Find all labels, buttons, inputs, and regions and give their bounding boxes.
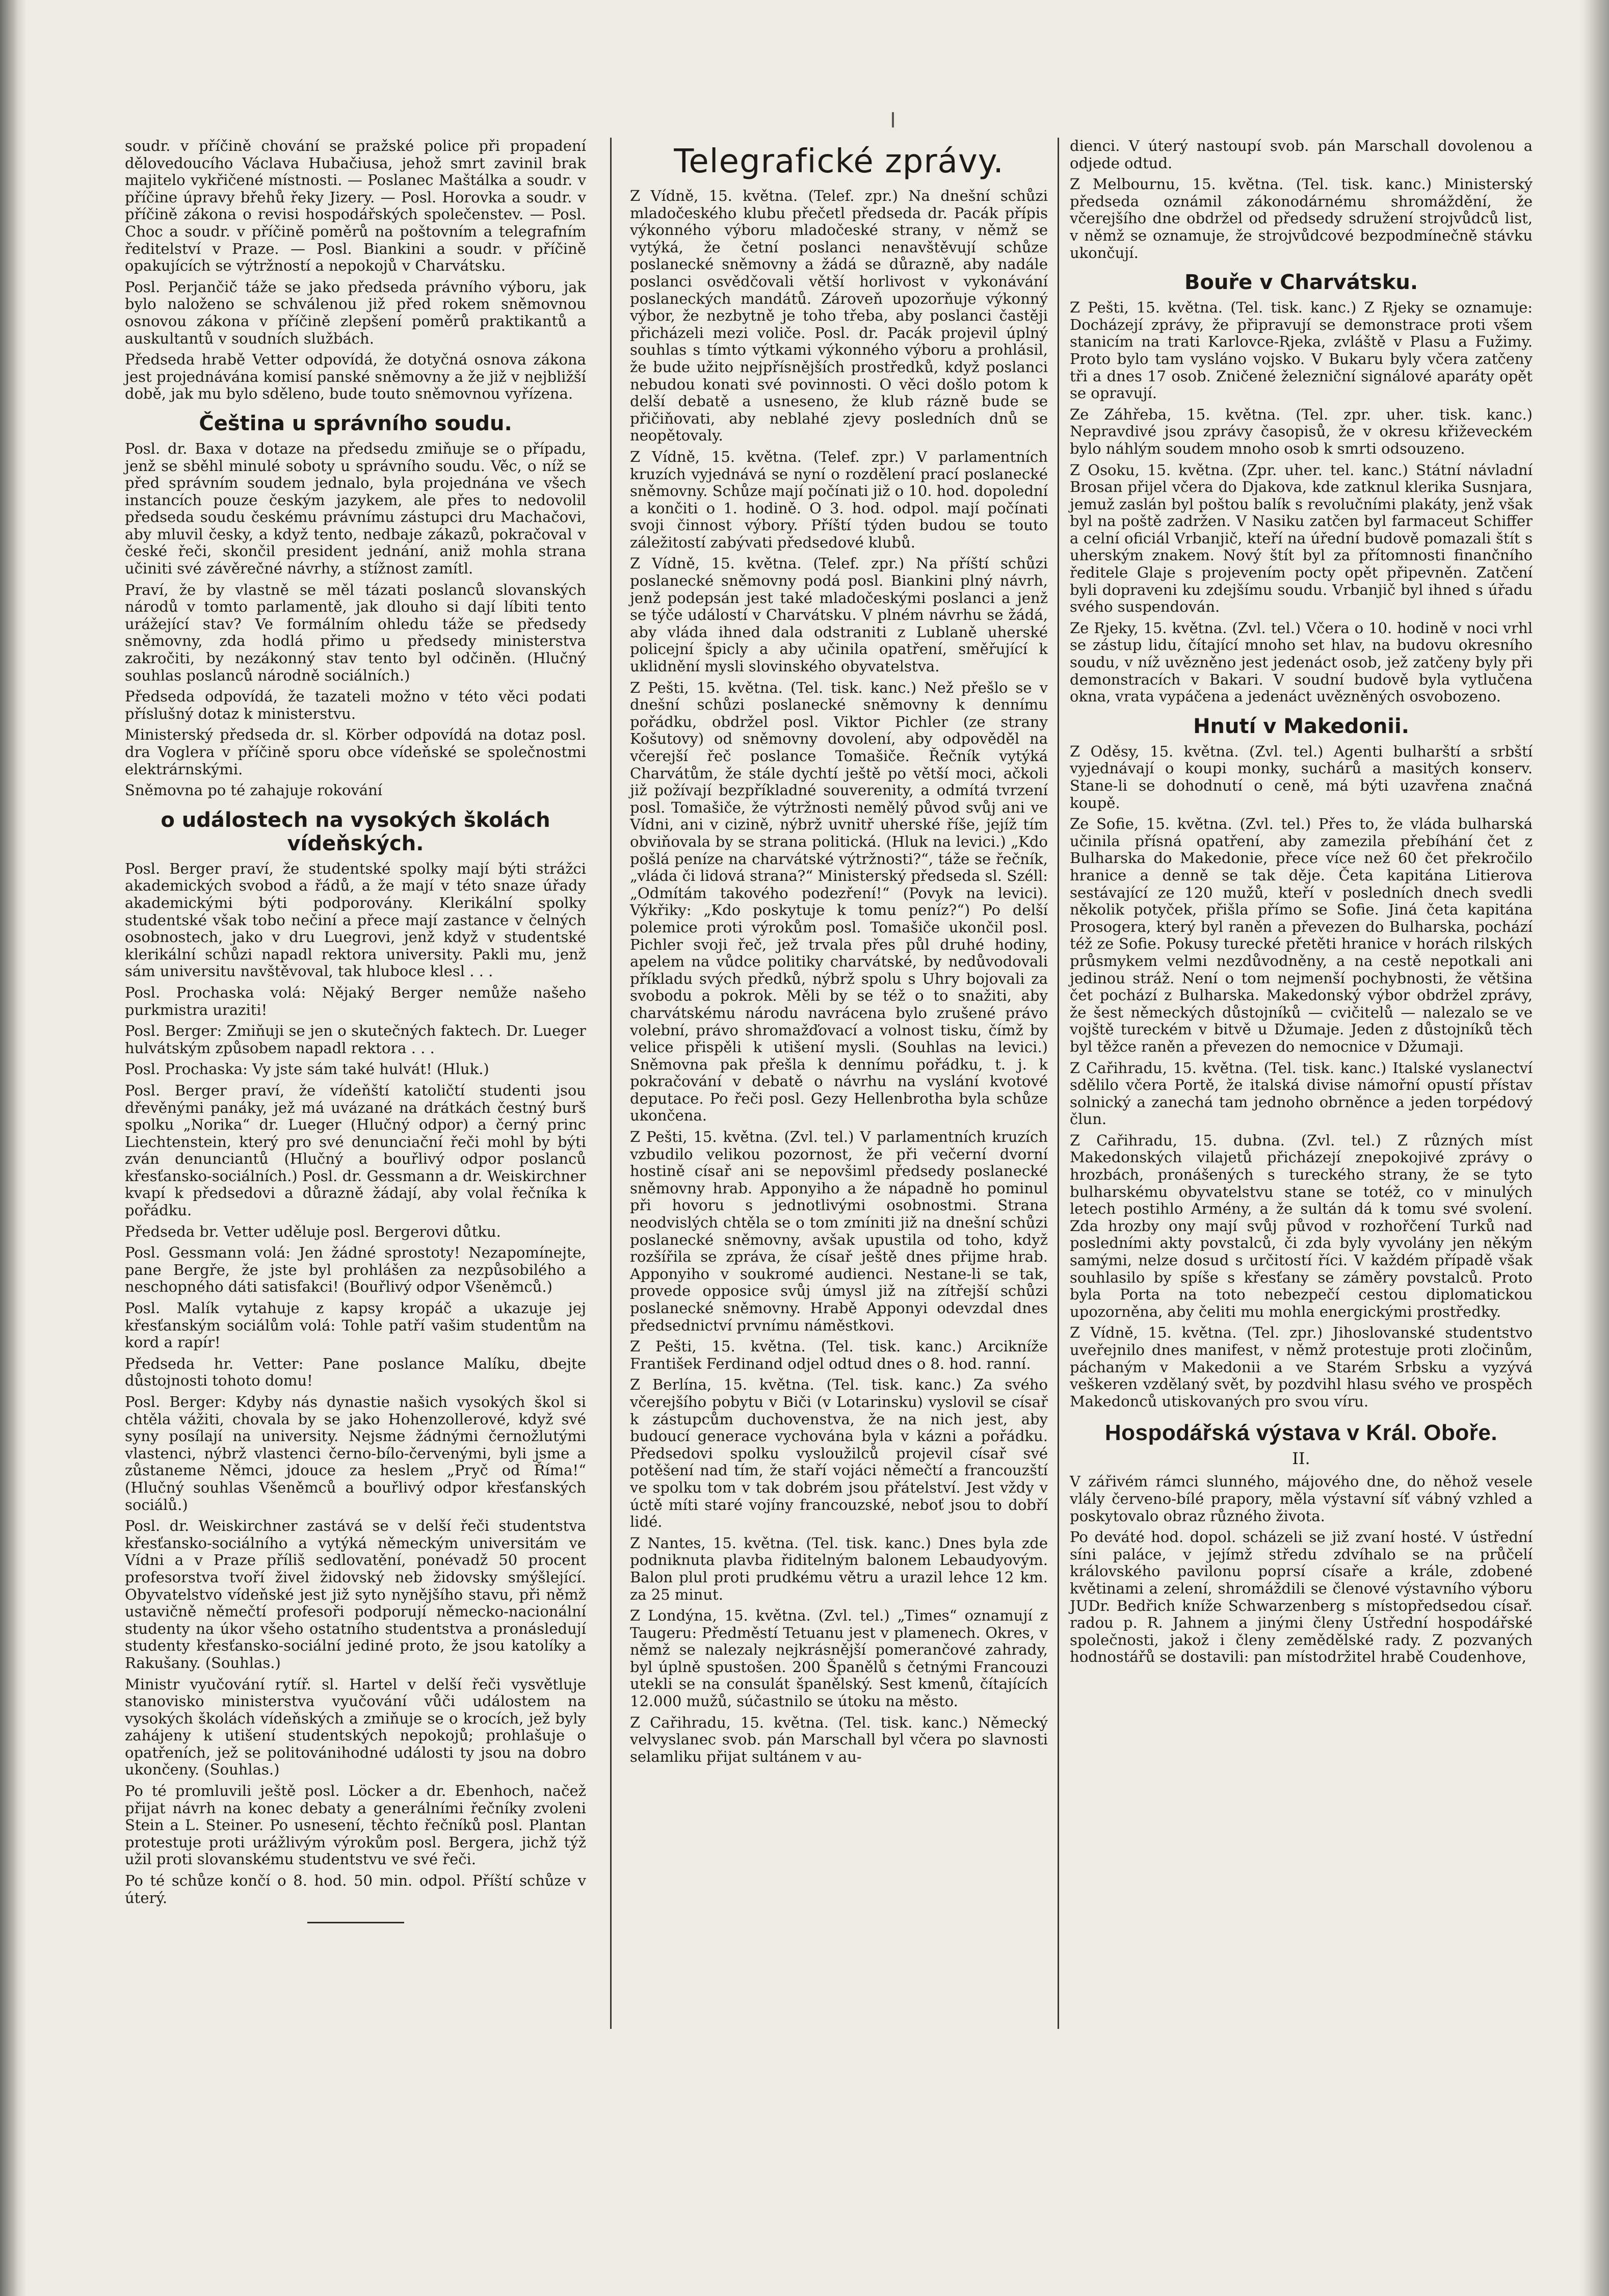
paragraph: Předseda br. Vetter uděluje posl. Bergerovi důtku. <box>125 1222 501 1240</box>
paragraph: Posl. Berger: Zmiňuji se jen o skutečných faktech. Dr. Lueger hulvátským způsobem napadl rektora . . . <box>125 1022 586 1057</box>
column-rule-2 <box>1058 138 1059 2029</box>
paragraph: Z Pešti, 15. května. (Tel. tisk. kanc.) Z Rjeky se oznamuje: Docházejí zprávy, že připravují se demonstrace proti všem stanicím na trati Karlovce-Rjeka, zvláště v Plasu a Fužimy. Proto bylo tam vysláno vojsko. V Bukaru byly včera zatčeny tři a dnes 17 osob. Zničené železniční signálové aparáty opět se opravují. <box>1070 299 1533 402</box>
paragraph: Z Osoku, 15. května. (Zpr. uher. tel. kanc.) Státní návladní Brosan přijel včera do Djakova, kde zatknul klerika Susnjara, jemuž zaslán byl poštou balík s revolučními plakáty, jenž však byl na poště zadržen. V Nasiku zatčen byl farmaceut Schiffer a celní oficiál Vrbanjič, kteří na úřední budově pomazali štít s uherským znakem. Nový štít byl za přítomnosti finančního ředitele Glaje s projevením pocty opět připevněn. Zatčení byli dopraveni ku zdejšímu soudu. Vrbanjič byl ihned s úřadu svého suspendován. <box>1070 461 1533 616</box>
paragraph: Z Vídně, 15. května. (Tel. zpr.) Jihoslovanské studentstvo uveřejnilo dnes manifest, v němž protestuje proti zločinům, páchaným v Makedonii a ve Starém Srbsku a vyzývá veškeren vzdělaný svět, by pozdvihl hlasu svého ve prospěch Makedonců utiskovaných pro svou víru. <box>1070 1324 1533 1410</box>
paragraph: Z Berlína, 15. května. (Tel. tisk. kanc.) Za svého včerejšího pobytu v Biči (v Lotarinsku) vyslovil se císař k zástupcům duchovenstva, že na nich jest, aby budoucí generace vychována byla v kázni a pořádku. Předsedovi spolku vysloužilců projevil císař své potěšení nad tím, že staří vojáci němečtí a francouzští ve spolku tom v tak dobrém jsou přátelství. Jest vždy v úctě míti staré vojíny francouzské, neboť jsou to dobří lidé. <box>630 1376 1048 1531</box>
paragraph: dienci. V úterý nastoupí svob. pán Marschall dovolenou a odjede odtud. <box>1070 137 1533 172</box>
paragraph: Posl. Prochaska volá: Nějaký Berger nemůže našeho purkmistra uraziti! <box>125 983 586 1019</box>
paragraph: Ze Sofie, 15. května. (Zvl. tel.) Přes to, že vláda bulharská učinila přísná opatření, aby zamezila přebíhání čet z Bulharska do Makedonie, přece více než 60 čet překročilo hranice a denně se tak děje. Četa kapitána Litierova sestávající ze 120 mužů, kteří v posledních dnech svedli několik potyček, přišla přímo se Sofie. Jiná četa kapitána Prosogera, který byl raněn a převezen do Bulharska, pochází též ze Sofie. Pokusy turecké přetěti hranice v horách rilských průsmykem velmi nezdůvodněny, a na cestě nepotkali ani jedinou stráž. Není o tom nejmenší pochybnosti, že většina čet pochází z Bulharska. Makedonský výbor obdržel zprávy, že šest německých důstojníků — cvičitelů — nalezalo se ve vojště tureckém v bitvě u Džumaje. Jeden z důstojníků těch byl těžce raněn a převezen do nemocnice v Džumaji. <box>1070 815 1533 1055</box>
section-heading-vystava: Hospodářská výstava v Král. Oboře. <box>1104 1420 1498 1446</box>
paragraph: Posl. Berger praví, že vídeňští katoličtí studenti jsou dřevěnými panáky, jež má uvázané na drátkách čestný burš spolku „Norika“ dr. Lueger (Hlučný odpor) a černý princ Liechtenstein, který pro své denunciační řeči mohl by býti zván denunciantů (Hlučný a bouřlivý odpor poslanců křesťansko-sociálních.) Posl. dr. Gessmann a dr. Weiskirchner kvapí k předsedovi a důrazně žádají, aby volal řečníka k pořádku. <box>125 1081 586 1219</box>
paragraph: Z Melbournu, 15. května. (Tel. tisk. kanc.) Ministerský předseda oznámil zákonodárnému shromáždění, že včerejšího dne obdržel od předsedy sdružení strojvůdců list, v němž se oznamuje, že strojvůdcové bezpodmínečně stávku ukončují. <box>1070 175 1533 262</box>
page-edge-left <box>0 0 27 2296</box>
section-part-number: II. <box>1292 1449 1310 1469</box>
paragraph: Z Cařihradu, 15. dubna. (Zvl. tel.) Z různých míst Makedonských vilajetů přicházejí znepokojivé zprávy o hrozbách, pronášených s tureckého strany, že se tyto bulharskému obyvatelstvu stane se totéž, co v minulých letech postihlo Armény, a že sultán dá k tomu své svolení. Zda hrozby ony mají svůj původ v rozhořčení Turků nad posledními akty povstalců, či zda byly vyvolány jen někým samými, nelze dosud s určitostí říci. V každém případě však souhlasilo by spíše s křesťany se záměry povstalců. Proto byla Porta na toto nebezpečí cestou diplomatickou upozorněna, aby čeliti mu mohla energickými prostředky. <box>1070 1131 1533 1320</box>
paragraph: Ze Záhřeba, 15. května. (Tel. zpr. uher. tisk. kanc.) Nepravdivé jsou zprávy časopisů, že v okresu křiževeckém bylo náhlým soudem mnoho osob k smrti odsouzeno. <box>1070 405 1533 457</box>
paragraph: Ze Rjeky, 15. května. (Zvl. tel.) Včera o 10. hodině v noci vrhl se zástup lidu, čítající mnoho set hlav, na budovu okresního soudu, v níž uvězněno jest jedenáct osob, jež zatčeny byly při demonstracích v Bakari. V soudní budově byla vytlučena okna, vrata vypáčena a jedenáct uvězněných osvobozeno. <box>1070 619 1533 706</box>
paragraph: Z Cařihradu, 15. května. (Tel. tisk. kanc.) Italské vyslanectví sdělilo včera Portě, že italská divise námořní opustí přístav solnický a zanechá tam jednoho obrněnce a jeden torpédový člun. <box>1070 1059 1533 1128</box>
section-heading-hnuti: Hnutí v Makedonii. <box>1193 714 1409 738</box>
paragraph: Z Pešti, 15. května. (Tel. tisk. kanc.) Arcikníže František Ferdinand odjel odtud dnes o 8. hod. ranní. <box>630 1338 1048 1372</box>
column-right <box>1070 138 1533 1670</box>
paragraph: Předseda hrabě Vetter odpovídá, že dotyčná osnova zákona jest projednávána komisí panské sněmovny a že již v nejbližší době, jak mu bylo sděleno, bude touto sněmovnou vyřízena. <box>125 351 586 403</box>
paragraph: Ministerský předseda dr. sl. Körber odpovídá na dotaz posl. dra Voglera v příčině sporu obce vídeňské se společnostmi elektrárnskými. <box>125 726 586 778</box>
paragraph: Z Nantes, 15. května. (Tel. tisk. kanc.) Dnes byla zde podniknuta plavba řiditelným balonem Lebaudyovým. Balon plul proti prudkému větru a urazil lehce 12 km. za 25 minut. <box>630 1534 1048 1603</box>
paragraph: Ministr vyučování rytíř. sl. Hartel v delší řeči vysvětluje stanovisko ministerstva vyučování vůči událostem na vysokých školách vídeňských a zmiňuje se o krocích, jež byly zahájeny k utišení studentských nepokojů; prohlašuje o opatřeních, jež se politovánihodné události ty jsou na dobro ukončeny. (Souhlas.) <box>125 1675 586 1779</box>
paragraph: soudr. v příčině chování se pražské police při propadení dělovedoucího Václava Hubačiusa, jehož smrt zavinil brak majitelo vykřičené místnosti. — Poslanec Maštálka a soudr. v příčine úpravy břehů řeky Jizery. — Posl. Horovka a soudr. v příčině zákona o revisi hospodářských společenstev. — Posl. Choc a soudr. v příčině poměrů na poštovním a telegrafním ředitelství v Praze. — Posl. Biankini a soudr. v příčině opakujících se výtržností a nepokojů v Charvátsku. <box>125 137 586 275</box>
paragraph: Sněmovna po té zahajuje rokování <box>125 781 383 799</box>
paragraph: Praví, že by vlastně se měl tázati poslanců slovanských národů v tomto parlamentě, jak dlouho si dají líbiti tento urážející stav? Ve formálním ohledu táže se předsedy sněmovny, zda hodlá přimo u předsedy ministerstva zakročiti, by nezákonný stav tento byl odčiněn. (Hlučný souhlas poslanců národně sociálních.) <box>125 581 586 684</box>
column-middle <box>630 138 1048 1769</box>
end-rule <box>307 1922 404 1923</box>
paragraph: Po té schůze končí o 8. hod. 50 min. odpol. Příští schůze v úterý. <box>125 1872 586 1907</box>
section-heading-cestina: Čeština u správního soudu. <box>199 411 512 435</box>
section-heading-boure: Bouře v Charvátsku. <box>1184 271 1418 295</box>
paragraph: Z Londýna, 15. května. (Zvl. tel.) „Times“ oznamují z Taugeru: Předměstí Tetuanu jest v plamenech. Okres, v němž se nalezaly nejkrásnější pomerančové zahrady, byl úplně spustošen. 200 Španělů s četnými Francouzi utekli se na consulát španělský. Sest kmenů, čítajících 12.000 mužů, súčastnilo se útoku na město. <box>630 1607 1048 1710</box>
page-mark <box>892 112 894 127</box>
paragraph: Posl. Berger: Kdyby nás dynastie našich vysokých škol si chtěla vážiti, chovala by se jako Hohenzollerové, když své syny posílají na university. Nejsme žádnými černožlutými vlastenci, nýbrž vlastenci černo-bílo-červenými, byli jsme a zůstaneme Němci, jdouce za heslem „Pryč od Říma!“ (Hlučný souhlas Všeněmců a bouřlivý odpor křesťanských sociálů.) <box>125 1393 586 1514</box>
paragraph: Posl. dr. Weiskirchner zastává se v delší řeči studentstva křesťansko-sociálního a vytýká německým universitám ve Vídni a v Praze příliš sedlovatění, ponévadž 50 procent profesorstva tvoří živel židovský neb židovsky smýšlející. Obyvatelstvo vídeňské jest již syto nynějšího stavu, při němž ustavičně němečtí profesoři podporují německo-nacionální studenty na úkor všeho ostatního studentstva a pronásledují studenty křesťansko-sociální jediné proto, že jsou katolíky a Rakušany. (Souhlas.) <box>125 1517 586 1672</box>
paragraph: Z Cařihradu, 15. května. (Tel. tisk. kanc.) Německý velvyslanec svob. pán Marschall byl včera po slavnosti selamliku přijat sultánem v au- <box>630 1713 1048 1765</box>
paragraph: Posl. Prochaska: Vy jste sám také hulvát! (Hluk.) <box>125 1060 489 1078</box>
paragraph: Z Vídně, 15. května. (Telef. zpr.) Na dnešní schůzi mladočeského klubu přečetl předseda dr. Pacák přípis výkonného výboru mladočeské strany, v němž se vytýká, že četní poslanci nenavštěvují schůze poslanecké sněmovny a žádá se důrazně, aby nadále poslanci osvědčovali větší horlivost v vykonávání poslaneckých mandátů. Zároveň upozorňuje výkonný výbor, že nezbytně je toho třeba, aby poslanci častěji přicházeli mezi voliče. Posl. dr. Pacák projevil úplný souhlas s tímto výtkami výkonného výboru a prohlásil, že bude užito nejpřísnějších prostředků, když poslanci nebudou konati své povinnosti. O věci došlo potom k delší debatě a usneseno, že klub rázně bude se přičiňovati, aby neblahé zjevy posledních dnů se neopětovaly. <box>630 187 1048 445</box>
heading-line: o událostech na vysokých školách <box>161 808 550 832</box>
paragraph: Posl. Berger praví, že studentské spolky mají býti strážci akademických svobod a řádů, a že mají v této snaze úřady akademickými býti podporovány. Klerikální spolky studentské však tobo nečiní a přece mají zastance v čelných osobnostech, jako v dru Luegrovi, jenž když v studentské klerikální schůzi napadl rektora university. Pakli mu, jenž sám universitu navštěvoval, tak hluboce klesl . . . <box>125 859 586 980</box>
paragraph: Z Pešti, 15. května. (Zvl. tel.) V parlamentních kruzích vzbudilo velikou pozornost, že při večerní dvorní hostině císař ani se nepovšiml předsedy poslanecké sněmovny hrab. Apponyiho a že nápadně ho pominul při hovoru s jednotlivými osobnostmi. Strana neodvislých chtěla se o tom zmíniti již na dnešní schůzi poslanecké sněmovny, avšak upustila od toho, když rozšířila se zpráva, že císař ještě dnes přijme hrab. Apponyiho v soukromé audienci. Nestane-li se tak, provede opposice svůj úmysl již na zítřejší schůzi poslanecké sněmovny. Hrabě Apponyi odevzdal dnes předsednictví prvnímu náměstkovi. <box>630 1128 1048 1334</box>
page-edge-right <box>1579 0 1609 2296</box>
section-heading-telegraficke: Telegrafické zprávy. <box>674 143 1004 180</box>
paragraph: Z Oděsy, 15. května. (Zvl. tel.) Agenti bulharští a srbští vyjednávají o koupi monky, suchárů a masitých konserv. Stane-li se dohodnutí o ceně, má býti uzavřena značná koupě. <box>1070 742 1533 812</box>
paragraph: Předseda odpovídá, že tazateli možno v této věci podati příslušný dotaz k ministerstvu. <box>125 688 586 722</box>
paragraph: Posl. Malík vytahuje z kapsy kropáč a ukazuje jej křesťanským sociálům volá: Tohle patří vašim studentům na kord a rapír! <box>125 1299 586 1351</box>
paragraph: Z Vídně, 15. května. (Telef. zpr.) V parlamentních kruzích vyjednává se nyní o rozdělení prací poslanecké sněmovny. Schůze mají počínati již o 10. hod. dopolední a končiti o 1. hodině. O 3. hod. odpol. mají počínati svoji činnost výbory. Příští týden budou se touto záležitostí zabývati předsedové klubů. <box>630 448 1048 551</box>
column-rule-1 <box>610 138 612 2029</box>
paragraph: Po deváté hod. dopol. scházeli se již zvaní hosté. V ústřední síni paláce, v jejímž středu zdvíhalo se na průčelí královského pavilonu poprsí císaře a krále, zdobené květinami a zelení, shromáždili se členové výstavního výboru JUDr. Bedřich kníže Schwarzenberg s místopředsedou císař. radou p. R. Jahnem a jinými členy Ústřední hospodářské společnosti, jakož i členy zemědělské rady. Z pozvaných hodnostářů se dostavili: pan místodržitel hrabě Coudenhove, <box>1070 1528 1533 1666</box>
heading-line: vídeňských. <box>287 831 424 855</box>
paragraph: Posl. Gessmann volá: Jen žádné sprostoty! Nezapomínejte, pane Bergře, že jste byl prohlášen za nezpůsobilého a neschopného dáti satisfakci! (Bouřlivý odpor Všeněmců.) <box>125 1244 586 1296</box>
section-heading-udalosti <box>125 808 586 855</box>
paragraph: Posl. dr. Baxa v dotaze na předsedu zmiňuje se o případu, jenž se sběhl minulé soboty u správního soudu. Věc, o níž se před správním soudem jednalo, byla projednána ve všech instancích pouze českým jazykem, ale přes to nedovolil předseda soudu českému právnímu zástupci dru Machačovi, aby mluvil česky, a když tento, nedbaje zákazů, pokračoval v české řeči, skončil president jednání, aniž mohla strana učiniti své závěrečné návrhy, a stížnost zamítl. <box>125 439 586 578</box>
column-left <box>125 138 586 1939</box>
paragraph: V zářivém rámci slunného, májového dne, do něhož vesele vlály červeno-bílé prapory, měla výstavní síť vábný vzhled a poskytovalo obraz různého života. <box>1070 1473 1533 1525</box>
paragraph: Z Vídně, 15. května. (Telef. zpr.) Na příští schůzi poslanecké sněmovny podá posl. Biankini plný návrh, jenž podepsán jest také mladočeskými poslanci a jenž se týče událostí v Charvátsku. V plném návrhu se žádá, aby vláda ihned dala odstraniti z Lublaně uherské policejní špicly a aby učinila opatření, směřující k uklidnění mysli slovinského obyvatelstva. <box>630 555 1048 675</box>
paragraph: Z Pešti, 15. května. (Tel. tisk. kanc.) Než přešlo se v dnešní schůzi poslanecké sněmovny k dennímu pořádku, obdržel posl. Viktor Pichler (ze strany Košutovy) od sněmovny dovolení, aby odpověděl na včerejší řeč poslance Tomašiče. Řečník vytýká Charvátům, že stále dychtí ještě po větší moci, ačkoli již požívají bezpříkladné souverenity, a odmítá tvrzení posl. Tomašiče, že výtržnosti nemělý původ svůj ani ve Vídni, ani v cizině, nýbrž uvnitř uherské říše, jejíž tím obviňovala by se strana politická. (Hluk na levici.) „Kdo pošlá peníze na charvátské výtržnosti?“, táže se řečník, „vláda či lidová strana?“ Ministerský předseda sl. Széll: „Odmítám takového podezření!“ (Povyk na levici). Výkřiky: „Kdo poskytuje k tomu peníz?“) Po delší polemice proti výrokům posl. Tomašiče ukončil posl. Pichler svoji řeč, jež trvala přes půl druhé hodiny, apelem na vůdce politiky charvátské, by nedůvodovali příkladu svých předků, nýbrž spolu s Uhry bojovali za svobodu a pokrok. Měli by se též o to snažiti, aby charvátskému národu navrácena bylo zrušené právo volební, právo shromažďovací a volnost tisku, čímž by velice přispěli k utišení mysli. (Souhlas na levici.) Sněmovna pak přešla k dennímu pořádku, t. j. k pokračování v debatě o návrhu na vyslání kvotové deputace. Po řeči posl. Gezy Hellenbrotha byla schůze ukončena. <box>630 679 1048 1125</box>
paragraph: Posl. Perjančič táže se jako předseda právního výboru, jak bylo naloženo se schválenou již před rokem sněmovnou osnovou zákona v příčině zlepšení poměrů praktikantů a auskultantů v soudních službách. <box>125 278 586 347</box>
paragraph: Předseda hr. Vetter: Pane poslance Malíku, dbejte důstojnosti tohoto domu! <box>125 1354 586 1390</box>
paragraph: Po té promluvili ještě posl. Löcker a dr. Ebenhoch, načež přijat návrh na konec debaty a generálními řečníky zvoleni Stein a L. Steiner. Po usnesení, těchto řečníků posl. Plantan protestuje proti urážlivým výrokům posl. Bergera, jichž týž užil proti slovanskému studentstvu ve své řeči. <box>125 1782 586 1868</box>
